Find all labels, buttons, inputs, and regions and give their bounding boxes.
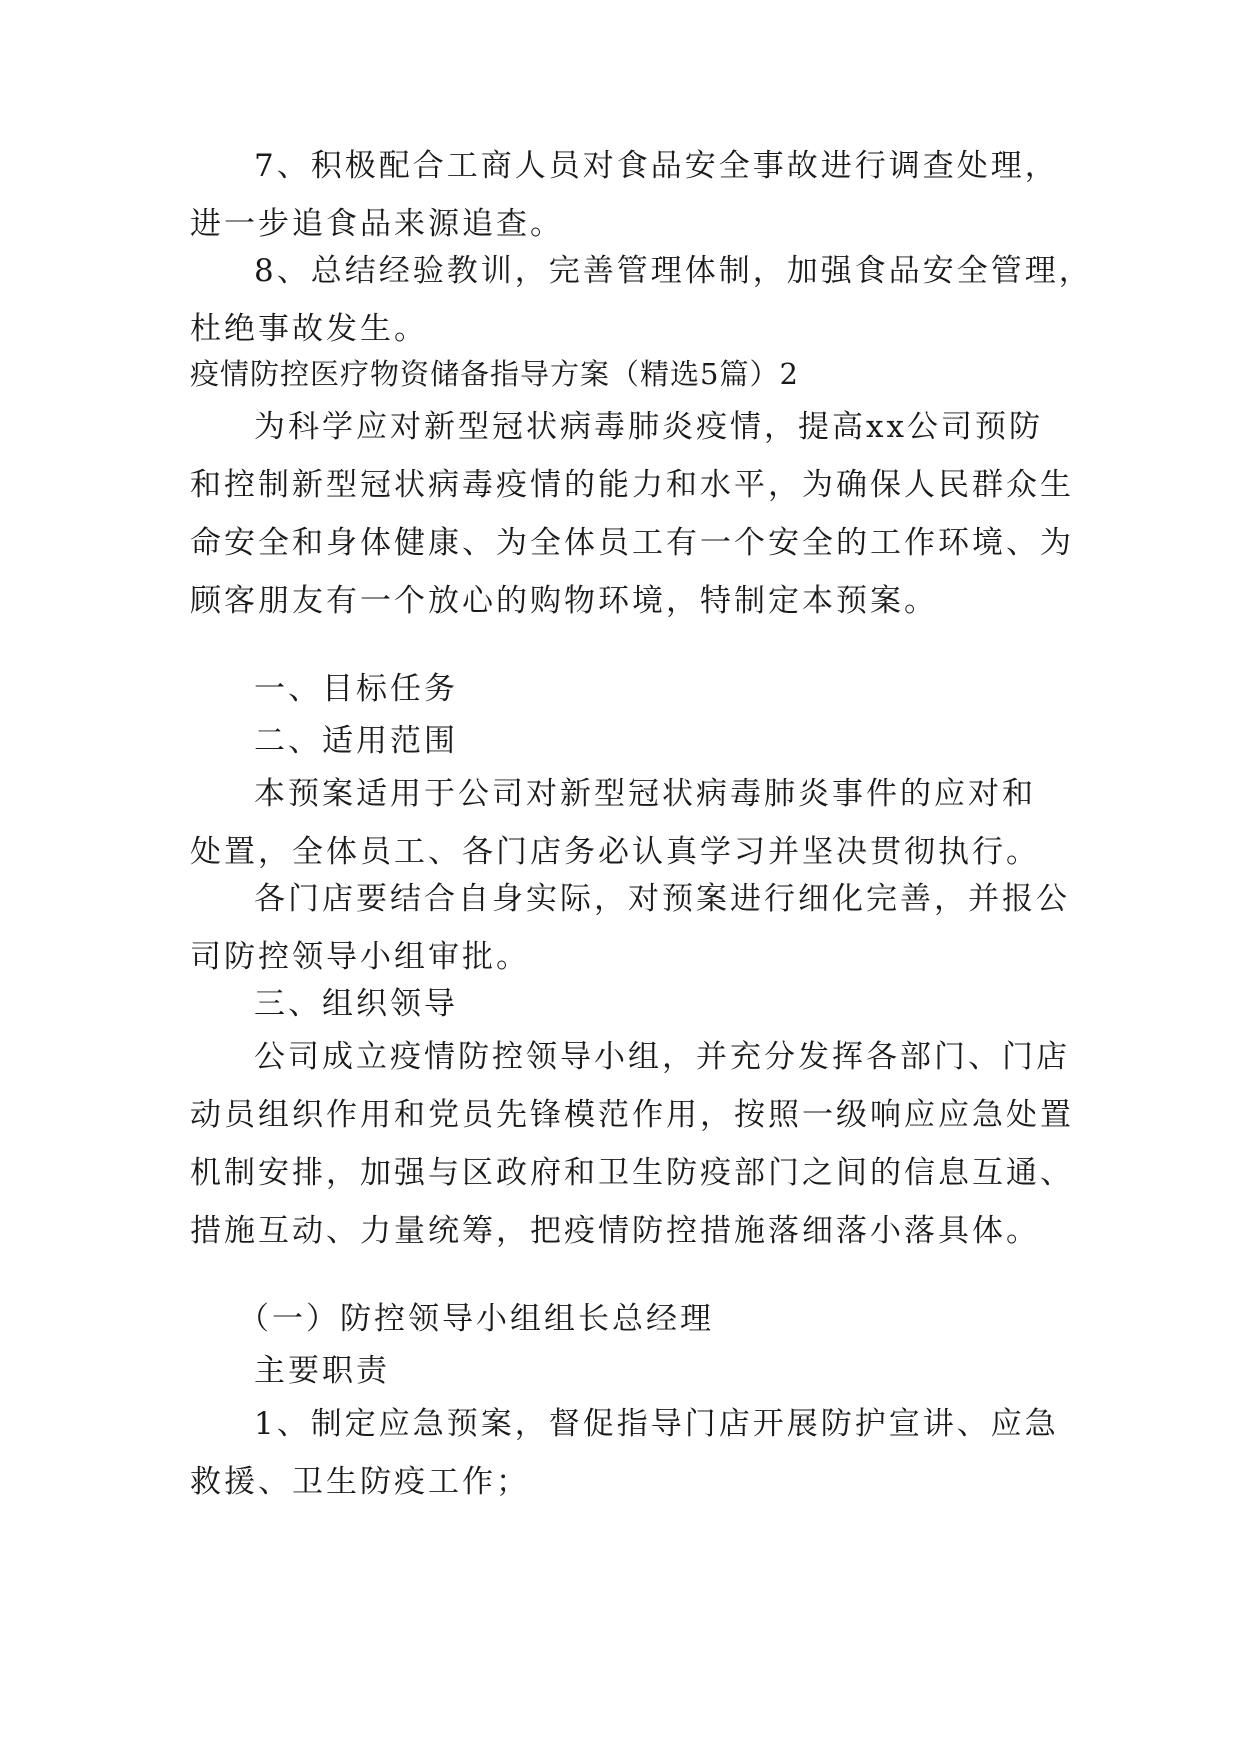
heading-leader-group	[190, 1290, 1070, 1348]
paragraph-item-7	[190, 137, 1070, 253]
text-line: 命安全和身体健康、为全体员工有一个安全的工作环境、为	[190, 525, 1074, 561]
text-line: 处置，全体员工、各门店务必认真学习并坚决贯彻执行。	[190, 834, 1040, 870]
text-line: 进一步追食品来源追查。	[190, 206, 564, 242]
text-line: 顾客朋友有一个放心的购物环境，特制定本预案。	[190, 583, 938, 619]
section-title: 疫情防控医疗物资储备指导方案（精选5篇）2	[190, 357, 799, 391]
text-line: 机制安排，加强与区政府和卫生防疫部门之间的信息互通、	[190, 1155, 1074, 1191]
text-line: 本预案适用于公司对新型冠状病毒肺炎事件的应对和	[254, 776, 1036, 812]
paragraph-scope	[190, 765, 1070, 881]
text-line: 7、积极配合工商人员对食品安全事故进行调查处理，	[254, 148, 1059, 184]
text-line: 措施互动、力量统筹，把疫情防控措施落细落小落具体。	[190, 1213, 1040, 1249]
text-line: 为科学应对新型冠状病毒肺炎疫情，提高xx公司预防	[254, 409, 1043, 445]
text-line: 1、制定应急预案，督促指导门店开展防护宣讲、应急	[254, 1406, 1059, 1442]
heading-duties	[190, 1342, 1070, 1400]
text-line: 三、组织领导	[254, 986, 458, 1022]
text-line: 公司成立疫情防控领导小组，并充分发挥各部门、门店	[254, 1039, 1070, 1075]
text-line: 司防控领导小组审批。	[190, 939, 530, 975]
text-line: 杜绝事故发生。	[190, 311, 428, 347]
text-line: 和控制新型冠状病毒疫情的能力和水平，为确保人民群众生	[190, 467, 1074, 503]
paragraph-duty-1	[190, 1395, 1070, 1511]
text-line: 一、目标任务	[254, 671, 458, 707]
text-line: 各门店要结合自身实际，对预案进行细化完善，并报公	[254, 881, 1070, 917]
text-line: 二、适用范围	[254, 723, 458, 759]
paragraph-intro	[190, 398, 1074, 630]
text-line: （一）防控领导小组组长总经理	[238, 1301, 714, 1337]
text-line: 救援、卫生防疫工作；	[190, 1464, 530, 1500]
heading-goal	[190, 660, 1070, 718]
heading-organization	[190, 975, 1070, 1033]
text-line: 8、总结经验教训，完善管理体制，加强食品安全管理，	[254, 253, 1093, 289]
paragraph-item-8	[190, 242, 1093, 358]
text-line: 动员组织作用和党员先锋模范作用，按照一级响应应急处置	[190, 1097, 1074, 1133]
paragraph-organization	[190, 1028, 1074, 1260]
heading-scope	[190, 712, 1070, 770]
paragraph-stores	[190, 870, 1070, 986]
text-line: 主要职责	[254, 1353, 390, 1389]
